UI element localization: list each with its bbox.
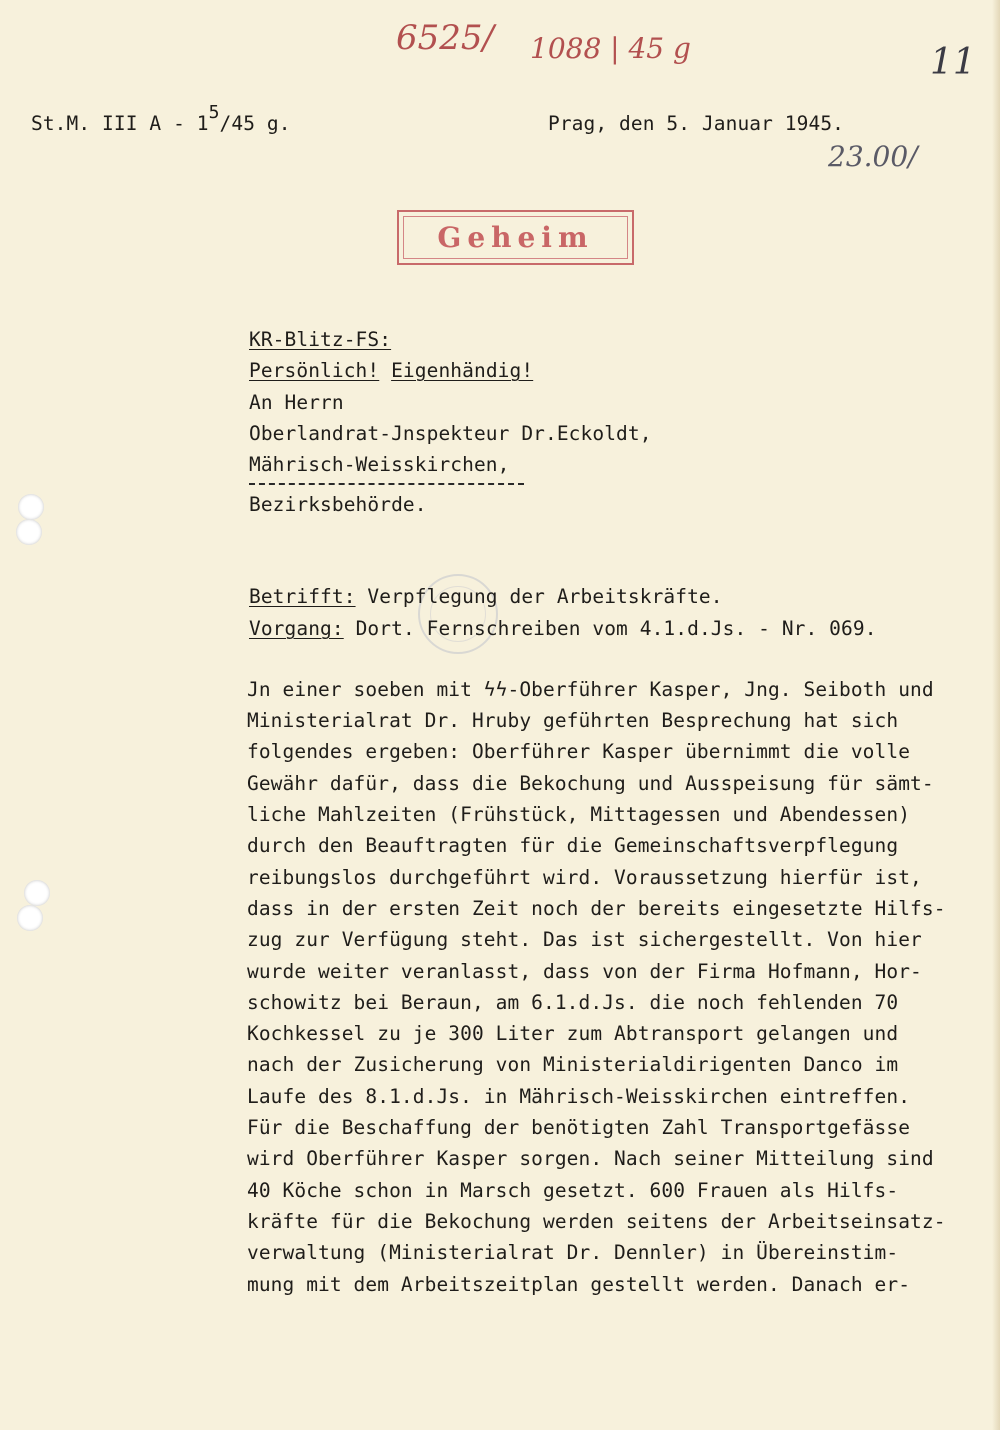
body-line: Gewähr dafür, dass die Bekochung und Ausspeisung für sämt-	[247, 772, 934, 795]
reference-suffix: /45 g.	[219, 112, 291, 135]
body-line: mung mit dem Arbeitszeitplan gestellt werden. Danach er-	[247, 1273, 911, 1296]
body-line: verwaltung (Ministerialrat Dr. Dennler) in Übereinstim-	[247, 1241, 899, 1264]
transmission-type: KR-Blitz-FS:	[249, 328, 392, 351]
punch-hole	[24, 880, 50, 906]
personal-notice-2: Eigenhändig!	[391, 359, 534, 382]
body-line: Jn einer soeben mit ϟϟ-Oberführer Kasper, Jng. Seiboth und	[247, 678, 934, 701]
recipient-office: Bezirksbehörde.	[249, 493, 427, 516]
geheim-stamp	[397, 210, 634, 265]
reference-superscript: 5	[208, 102, 220, 123]
reference-number	[31, 102, 291, 135]
subject-text: Verpflegung der Arbeitskräfte.	[367, 585, 723, 608]
punch-hole	[17, 905, 43, 931]
reference-prefix: St.M. III A - 1	[31, 112, 209, 135]
salutation: An Herrn	[249, 391, 344, 414]
body-line: nach der Zusicherung von Ministerialdirigenten Danco im	[247, 1053, 899, 1076]
handwritten-file-number: 6525/	[396, 18, 494, 58]
body-line: Kochkessel zu je 300 Liter zum Abtransport gelangen und	[247, 1022, 899, 1045]
subject-label: Betrifft:	[249, 585, 356, 608]
reference-text: Dort. Fernschreiben vom 4.1.d.Js. - Nr. 069.	[355, 617, 877, 640]
handwritten-corner-mark: 11	[930, 42, 976, 83]
personal-notice-1: Persönlich!	[249, 359, 380, 382]
punch-hole	[16, 519, 42, 545]
body-line: Laufe des 8.1.d.Js. in Mährisch-Weisskirchen eintreffen.	[247, 1085, 911, 1108]
body-line: wird Oberführer Kasper sorgen. Nach seiner Mitteilung sind	[247, 1147, 934, 1170]
body-line: Für die Beschaffung der benötigten Zahl Transportgefässe	[247, 1116, 911, 1139]
body-line: kräfte für die Bekochung werden seitens der Arbeitseinsatz-	[247, 1210, 946, 1233]
body-line: reibungslos durchgeführt wird. Voraussetzung hierfür ist,	[247, 866, 922, 889]
stamp-label: Geheim	[437, 221, 594, 254]
body-line: liche Mahlzeiten (Frühstück, Mittagessen und Abendessen)	[247, 803, 911, 826]
body-line: dass in der ersten Zeit noch der bereits eingesetzte Hilfs-	[247, 897, 946, 920]
recipient-name: Oberlandrat-Jnspekteur Dr.Eckoldt,	[249, 422, 652, 445]
dashed-separator	[249, 483, 524, 485]
reference-line	[249, 619, 877, 639]
body-line: Ministerialrat Dr. Hruby geführten Besprechung hat sich	[247, 709, 899, 732]
body-line: 40 Köche schon in Marsch gesetzt. 600 Frauen als Hilfs-	[247, 1179, 899, 1202]
body-line: wurde weiter veranlasst, dass von der Firma Hofmann, Hor-	[247, 960, 922, 983]
stamp-inner-frame	[403, 216, 628, 259]
reference-label: Vorgang:	[249, 617, 344, 640]
place-date: Prag, den 5. Januar 1945.	[548, 112, 844, 135]
body-line: zug zur Verfügung steht. Das ist sichergestellt. Von hier	[247, 928, 922, 951]
handwritten-amount: 23.00/	[828, 140, 918, 173]
personal-notice	[249, 361, 533, 381]
handwritten-registry-number: 1088 | 45 g	[530, 32, 691, 65]
body-line: schowitz bei Beraun, am 6.1.d.Js. die noch fehlenden 70	[247, 991, 899, 1014]
punch-hole	[18, 494, 44, 520]
subject-line	[249, 587, 723, 607]
body-line: durch den Beauftragten für die Gemeinschaftsverpflegung	[247, 834, 899, 857]
body-line: folgendes ergeben: Oberführer Kasper übernimmt die volle	[247, 740, 911, 763]
page-edge-shadow	[992, 0, 1000, 1430]
recipient-location: Mährisch-Weisskirchen,	[249, 453, 510, 476]
